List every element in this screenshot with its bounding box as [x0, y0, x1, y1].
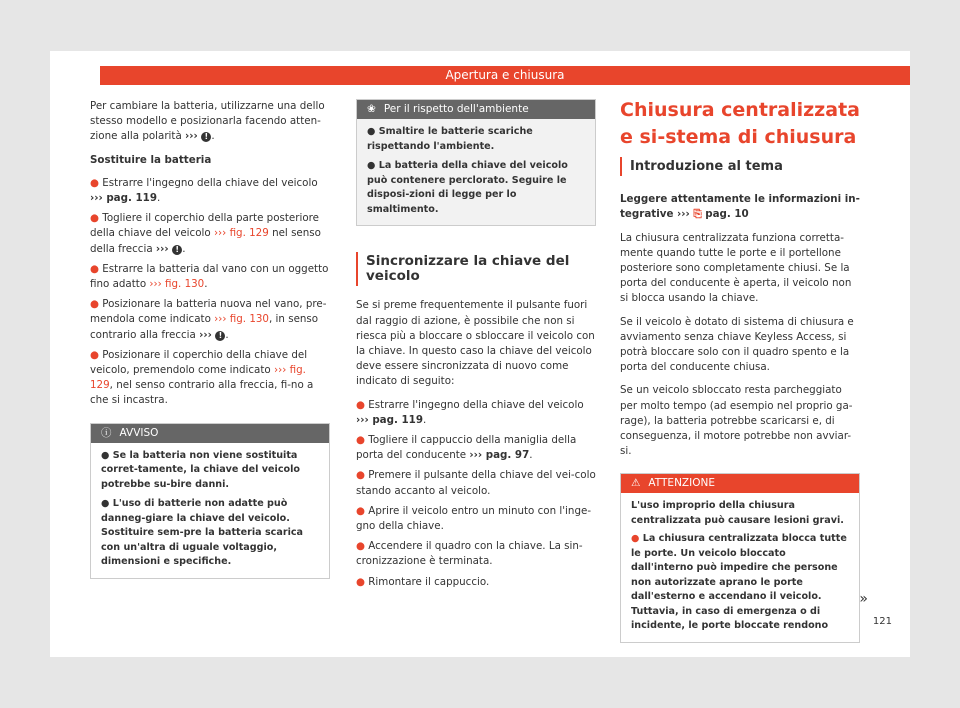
paragraph: Se il veicolo è dotato di sistema di chiusura e avviamento senza chiave Keyless Access, si potrà bloccare solo con il quadro spento e la porta del conducente chiusa.	[620, 315, 854, 374]
flower-icon: ❀	[367, 103, 376, 115]
environment-box	[356, 99, 596, 226]
chapter-header: Apertura e chiusura	[100, 66, 910, 85]
column-right	[620, 99, 860, 643]
continue-marker: »	[859, 591, 868, 607]
subheading-replace-battery: Sostituire la batteria	[90, 153, 212, 166]
list-item: ● Posizionare la batteria nuova nel vano, pre-mendola come indicato ››› fig. 130, in senso contrario alla freccia ››› ! .	[90, 298, 327, 341]
list-item: ● Estrarre l'ingegno della chiave del veicolo ››› pag. 119.	[90, 176, 318, 205]
list-item: ● Se la batteria non viene sostituita corret-tamente, la chiave del veicolo potrebbe su-bire danni.	[101, 449, 300, 490]
paragraph: Se un veicolo sbloccato resta parcheggiato per molto tempo (ad esempio nel proprio ga-rage), la batteria potrebbe scaricarsi e, di conseguenza, il motore potrebbe non avviar-si.	[620, 384, 853, 458]
warning-intro: L'uso improprio della chiusura centralizzata può causare lesioni gravi.	[631, 500, 844, 526]
fig-link[interactable]: ››› fig. 130	[149, 278, 205, 291]
warning-box	[620, 473, 860, 643]
section-title: Sincronizzare la chiave del veicolo	[356, 252, 596, 286]
fig-link[interactable]: ››› fig. 129	[213, 227, 269, 240]
column-middle	[356, 99, 596, 595]
list-item: ● Accendere il quadro con la chiave. La sin-cronizzazione è terminata.	[356, 540, 583, 568]
warning-circle-icon: !	[215, 331, 225, 341]
chapter-title: Chiusura centralizzata e si-stema di chiusura	[620, 99, 860, 148]
section-title: Introduzione al tema	[620, 157, 860, 176]
list-item: ● Estrarre la batteria dal vano con un oggetto fino adatto ››› fig. 130.	[90, 262, 329, 291]
fig-link[interactable]: ››› fig. 130	[214, 313, 269, 326]
manual-page	[50, 51, 910, 657]
notice-header: ⓘ AVVISO	[91, 424, 329, 443]
list-item: ● Togliere il coperchio della parte posteriore della chiave del veicolo ››› fig. 129 nel senso della freccia ››› ! .	[90, 212, 321, 255]
intro-paragraph: Per cambiare la batteria, utilizzarne una dello stesso modello e posizionarla facendo atten-zione alla polarità ››› ! .	[90, 100, 325, 143]
warning-header: ⚠ ATTENZIONE	[621, 474, 859, 493]
list-item: ● Rimontare il cappuccio.	[356, 575, 490, 588]
list-item: ● Togliere il cappuccio della maniglia della porta del conducente ››› pag. 97.	[356, 434, 577, 462]
list-item: ● L'uso di batterie non adatte può danneg-giare la chiave del veicolo. Sostituire sem-pre la batteria scarica con un'altra di uguale voltaggio, dimensioni e specifiche.	[101, 498, 304, 568]
warning-circle-icon: !	[201, 132, 211, 142]
warning-circle-icon: !	[172, 245, 182, 255]
list-item: ● Smaltire le batterie scariche rispettando l'ambiente.	[367, 126, 533, 152]
paragraph: Se si preme frequentemente il pulsante fuori dal raggio di azione, è possibile che non si riesca più a bloccare o sbloccare il veicolo con la chiave. In questo caso la chiave del veicolo deve essere sincronizzata di nuovo come indicato di seguito:	[356, 299, 595, 388]
paragraph: Leggere attentamente le informazioni in-tegrative ››› ⎘ pag. 10	[620, 193, 860, 221]
notice-box	[90, 423, 330, 579]
warning-triangle-icon: ⚠	[631, 477, 641, 490]
page-number: 121	[872, 616, 892, 627]
list-item: ● Premere il pulsante della chiave del vei-colo stando accanto al veicolo.	[356, 469, 596, 497]
list-item: ● La batteria della chiave del veicolo può contenere perclorato. Seguire le disposi-zioni di legge per lo smaltimento.	[367, 160, 568, 215]
info-circle-icon: ⓘ	[101, 426, 112, 439]
environment-header: ❀ Per il rispetto dell'ambiente	[357, 100, 595, 119]
list-item: ● Aprire il veicolo entro un minuto con l'inge-gno della chiave.	[356, 504, 592, 533]
list-item: ● Estrarre l'ingegno della chiave del veicolo ››› pag. 119.	[356, 398, 584, 426]
list-item: ● Posizionare il coperchio della chiave del veicolo, premendolo come indicato ››› fig. 129, nel senso contrario alla freccia, fi-no a che si incastra.	[90, 348, 314, 407]
paragraph: La chiusura centralizzata funziona corretta-mente quando tutte le porte e il portellone posteriore sono completamente chiusi. Se la porta del conducente è aperta, il veicolo non si blocca usando la chiave.	[620, 231, 852, 305]
column-left	[90, 99, 330, 579]
list-item: ● La chiusura centralizzata blocca tutte le porte. Un veicolo bloccato dall'interno può impedire che persone non autorizzate aprano le porte dall'esterno e accendano il veicolo. Tuttavia, in caso di emergenza o di incidente, le porte bloccate rendono	[631, 533, 847, 632]
fig-link[interactable]: ››› fig. 129	[90, 364, 306, 392]
book-icon: ⎘	[693, 208, 702, 221]
